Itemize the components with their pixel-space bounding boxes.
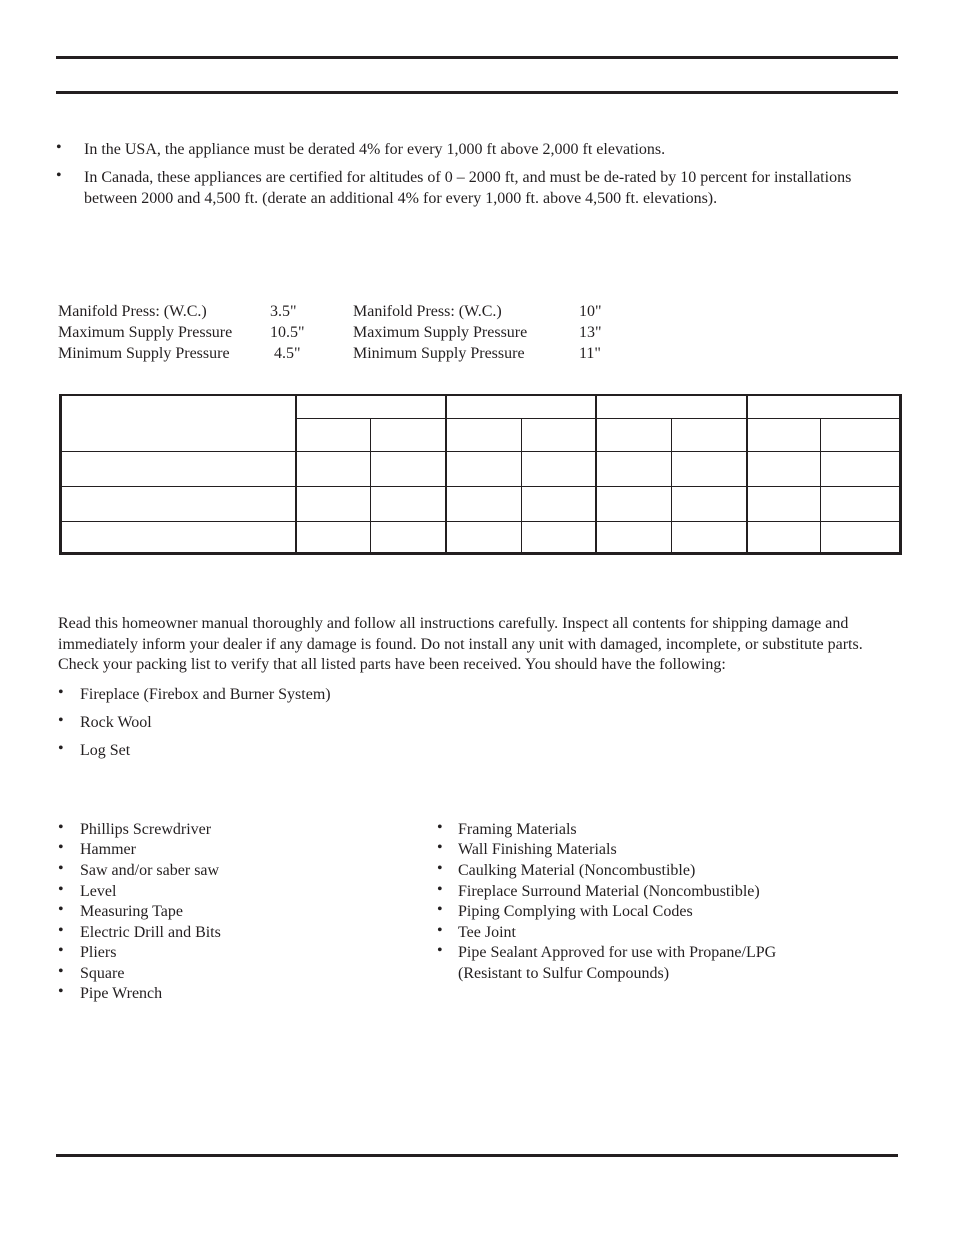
header-bottom-rule xyxy=(56,91,898,94)
contents-item-label: Rock Wool xyxy=(80,714,152,731)
contents-item-label: Log Set xyxy=(80,742,131,759)
bullet-icon: • xyxy=(58,712,64,729)
bullet-icon: • xyxy=(56,139,62,156)
tool-label: Measuring Tape xyxy=(80,903,183,920)
tool-label: Square xyxy=(80,965,125,982)
ng-manifold-value: 3.5" xyxy=(270,303,297,320)
bullet-icon: • xyxy=(58,839,64,856)
material-label: Fireplace Surround Material (Noncombustible) xyxy=(458,883,760,900)
unpacking-paragraph-line-1: Read this homeowner manual thoroughly and follow all instructions carefully. Inspect all contents for shipping damage and xyxy=(58,615,849,632)
lp-manifold-label: Manifold Press: (W.C.) xyxy=(353,303,502,320)
bullet-icon: • xyxy=(437,901,443,918)
bullet-icon: • xyxy=(58,740,64,757)
table-subheader xyxy=(747,418,821,451)
bullet-icon: • xyxy=(437,819,443,836)
specification-table xyxy=(59,394,902,555)
table-group-header xyxy=(747,395,901,418)
table-subheader xyxy=(672,418,747,451)
bullet-icon: • xyxy=(437,860,443,877)
footer-rule xyxy=(56,1154,898,1157)
material-label: Wall Finishing Materials xyxy=(458,841,617,858)
tool-label: Pipe Wrench xyxy=(80,985,163,1002)
lp-max-supply-label: Maximum Supply Pressure xyxy=(353,324,528,341)
ng-max-supply-label: Maximum Supply Pressure xyxy=(58,324,233,341)
lp-min-supply-label: Minimum Supply Pressure xyxy=(353,345,525,362)
ng-min-supply-value: 4.5" xyxy=(274,345,301,362)
tool-label: Phillips Screwdriver xyxy=(80,821,212,838)
table-subheader xyxy=(371,418,446,451)
bullet-icon: • xyxy=(437,922,443,939)
bullet-icon: • xyxy=(58,819,64,836)
bullet-icon: • xyxy=(58,983,64,1000)
contents-item-label: Fireplace (Firebox and Burner System) xyxy=(80,686,331,703)
bullet-icon: • xyxy=(58,881,64,898)
bullet-icon: • xyxy=(58,963,64,980)
material-label-continuation: (Resistant to Sulfur Compounds) xyxy=(458,965,670,982)
tool-label: Saw and/or saber saw xyxy=(80,862,220,879)
material-label: Tee Joint xyxy=(458,924,516,941)
bullet-icon: • xyxy=(437,881,443,898)
material-label: Caulking Material (Noncombustible) xyxy=(458,862,696,879)
bullet-icon: • xyxy=(58,942,64,959)
table-subheader xyxy=(296,418,371,451)
table-group-header xyxy=(296,395,446,418)
table-group-header xyxy=(596,395,747,418)
table-subheader xyxy=(446,418,522,451)
table-header-cell xyxy=(61,395,296,451)
tool-label: Electric Drill and Bits xyxy=(80,924,221,941)
bullet-icon: • xyxy=(437,839,443,856)
table-row xyxy=(61,451,901,486)
ng-manifold-label: Manifold Press: (W.C.) xyxy=(58,303,207,320)
bullet-icon: • xyxy=(437,942,443,959)
table-subheader xyxy=(596,418,672,451)
table-row xyxy=(61,486,901,521)
ng-max-supply-value: 10.5" xyxy=(270,324,305,341)
ng-min-supply-label: Minimum Supply Pressure xyxy=(58,345,230,362)
header-top-rule xyxy=(56,56,898,59)
table-subheader xyxy=(821,418,901,451)
bullet-icon: • xyxy=(56,167,62,184)
tool-label: Pliers xyxy=(80,944,117,961)
material-label: Piping Complying with Local Codes xyxy=(458,903,693,920)
tool-label: Level xyxy=(80,883,117,900)
lp-manifold-value: 10" xyxy=(579,303,602,320)
tool-label: Hammer xyxy=(80,841,136,858)
unpacking-paragraph-line-2: immediately inform your dealer if any damage is found. Do not install any unit with damaged, incomplete, or substitute parts. xyxy=(58,636,863,653)
altitude-canada-line-2: between 2000 and 4,500 ft. (derate an additional 4% for every 1,000 ft. above 4,500 ft. elevations). xyxy=(84,190,718,207)
altitude-usa-text: In the USA, the appliance must be derated 4% for every 1,000 ft above 2,000 ft elevations. xyxy=(84,141,666,158)
material-label: Framing Materials xyxy=(458,821,577,838)
lp-min-supply-value: 11" xyxy=(579,345,601,362)
bullet-icon: • xyxy=(58,860,64,877)
table-row xyxy=(61,521,901,553)
bullet-icon: • xyxy=(58,901,64,918)
material-label: Pipe Sealant Approved for use with Propane/LPG xyxy=(458,944,777,961)
lp-max-supply-value: 13" xyxy=(579,324,602,341)
bullet-icon: • xyxy=(58,922,64,939)
altitude-canada-line-1: In Canada, these appliances are certified for altitudes of 0 – 2000 ft, and must be de-rated by 10 percent for installations xyxy=(84,169,852,186)
table-group-header xyxy=(446,395,596,418)
table-subheader xyxy=(522,418,596,451)
bullet-icon: • xyxy=(58,684,64,701)
unpacking-paragraph-line-3: Check your packing list to verify that all listed parts have been received. You should have the following: xyxy=(58,656,726,673)
